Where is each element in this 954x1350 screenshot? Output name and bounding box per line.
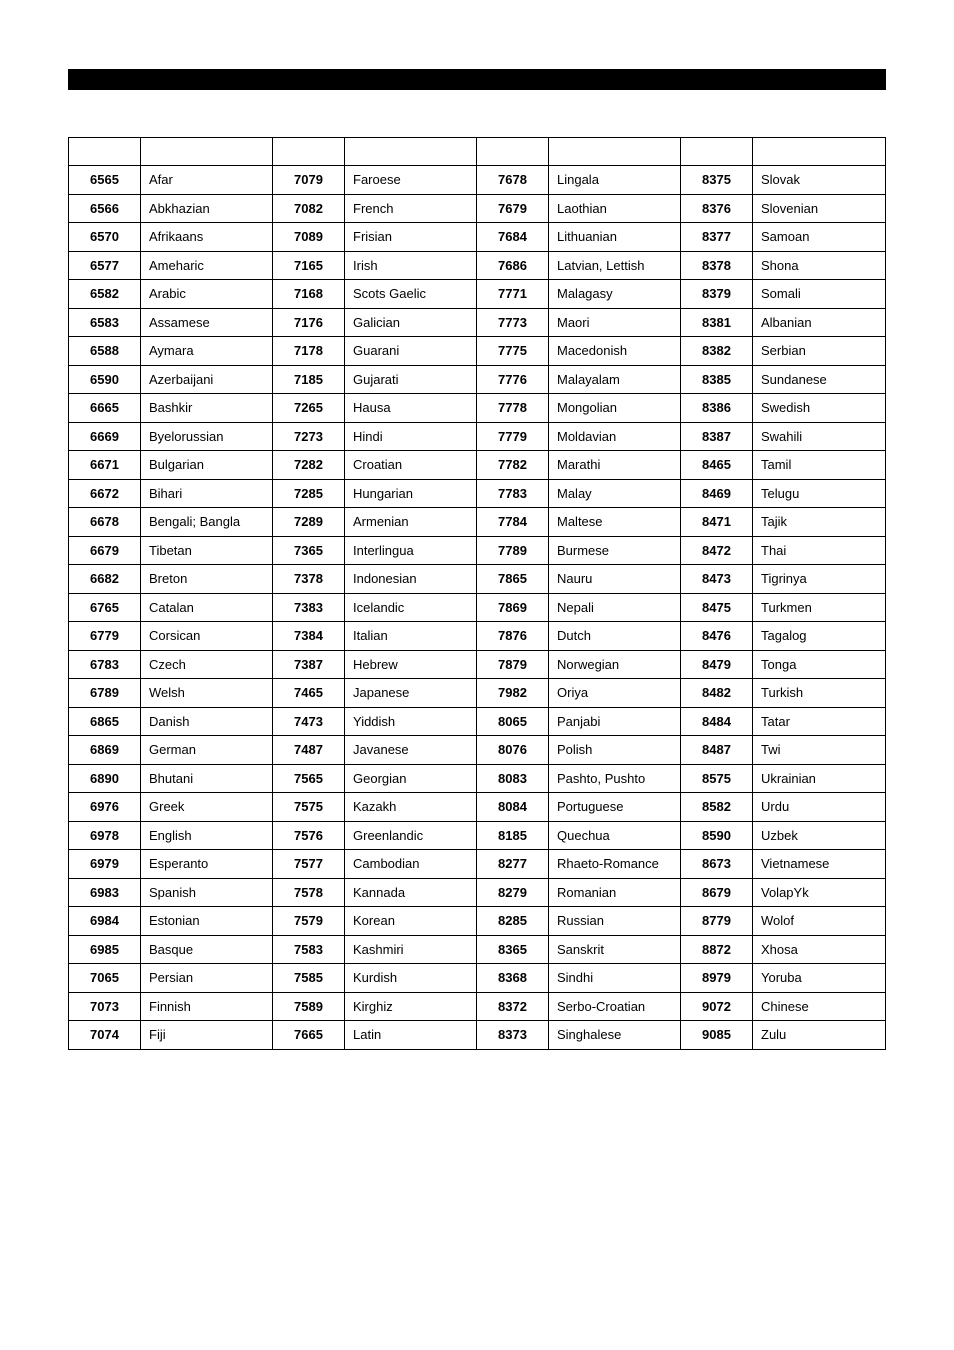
language-name-cell: Hebrew (345, 650, 477, 679)
language-code-cell: 7869 (477, 593, 549, 622)
language-name-cell: Norwegian (549, 650, 681, 679)
table-row (69, 935, 886, 964)
language-code-cell: 8387 (681, 422, 753, 451)
table-body (69, 138, 886, 1050)
language-name-cell: Pashto, Pushto (549, 764, 681, 793)
language-code-cell: 9085 (681, 1021, 753, 1050)
language-code-cell: 7285 (273, 479, 345, 508)
language-code-cell: 6979 (69, 850, 141, 879)
language-code-cell: 6665 (69, 394, 141, 423)
language-name-cell: Twi (753, 736, 886, 765)
language-code-cell: 7782 (477, 451, 549, 480)
language-code-cell: 7583 (273, 935, 345, 964)
language-code-cell: 7384 (273, 622, 345, 651)
language-code-cell: 6984 (69, 907, 141, 936)
language-code-cell: 7073 (69, 992, 141, 1021)
language-code-cell: 6978 (69, 821, 141, 850)
table-row (69, 707, 886, 736)
language-name-cell: Shona (753, 251, 886, 280)
language-name-cell: Telugu (753, 479, 886, 508)
language-name-cell: Indonesian (345, 565, 477, 594)
language-name-cell: Hindi (345, 422, 477, 451)
table-row (69, 736, 886, 765)
language-code-cell: 8472 (681, 536, 753, 565)
language-name-cell: Danish (141, 707, 273, 736)
language-name-cell: Burmese (549, 536, 681, 565)
table-row (69, 964, 886, 993)
table-row (69, 992, 886, 1021)
language-name-cell: Yoruba (753, 964, 886, 993)
language-code-cell: 8482 (681, 679, 753, 708)
language-name-cell: Afar (141, 166, 273, 195)
language-name-cell: Macedonish (549, 337, 681, 366)
language-name-cell: Guarani (345, 337, 477, 366)
language-code-cell: 7079 (273, 166, 345, 195)
language-name-cell: Swedish (753, 394, 886, 423)
language-code-cell: 8076 (477, 736, 549, 765)
language-code-cell: 8476 (681, 622, 753, 651)
language-name-cell: Frisian (345, 223, 477, 252)
language-code-cell: 7778 (477, 394, 549, 423)
language-name-cell: Rhaeto-Romance (549, 850, 681, 879)
language-code-cell: 6765 (69, 593, 141, 622)
language-code-cell: 8471 (681, 508, 753, 537)
language-name-cell: Mongolian (549, 394, 681, 423)
language-code-cell: 8083 (477, 764, 549, 793)
language-name-cell: Fiji (141, 1021, 273, 1050)
language-code-cell: 7678 (477, 166, 549, 195)
language-name-cell: Catalan (141, 593, 273, 622)
language-name-cell: Aymara (141, 337, 273, 366)
header-cell (549, 138, 681, 166)
language-name-cell: Lithuanian (549, 223, 681, 252)
language-code-cell: 6985 (69, 935, 141, 964)
language-name-cell: Esperanto (141, 850, 273, 879)
table-row (69, 280, 886, 309)
language-name-cell: Tigrinya (753, 565, 886, 594)
language-code-cell: 6671 (69, 451, 141, 480)
table-row (69, 1021, 886, 1050)
language-code-cell: 8376 (681, 194, 753, 223)
language-name-cell: Bashkir (141, 394, 273, 423)
language-code-cell: 6865 (69, 707, 141, 736)
language-name-cell: Thai (753, 536, 886, 565)
language-name-cell: Sanskrit (549, 935, 681, 964)
table-row (69, 223, 886, 252)
language-name-cell: Japanese (345, 679, 477, 708)
language-name-cell: Panjabi (549, 707, 681, 736)
table-row (69, 593, 886, 622)
language-name-cell: Breton (141, 565, 273, 594)
language-name-cell: Singhalese (549, 1021, 681, 1050)
language-code-cell: 8479 (681, 650, 753, 679)
language-name-cell: Javanese (345, 736, 477, 765)
language-code-cell: 7578 (273, 878, 345, 907)
language-code-table (68, 137, 886, 1050)
language-code-cell: 7783 (477, 479, 549, 508)
language-name-cell: Swahili (753, 422, 886, 451)
language-code-cell: 7579 (273, 907, 345, 936)
language-code-cell: 6983 (69, 878, 141, 907)
language-code-cell: 6682 (69, 565, 141, 594)
language-name-cell: Bhutani (141, 764, 273, 793)
language-code-cell: 7065 (69, 964, 141, 993)
language-code-cell: 7589 (273, 992, 345, 1021)
table-row (69, 508, 886, 537)
language-code-cell: 6565 (69, 166, 141, 195)
language-code-cell: 8582 (681, 793, 753, 822)
language-code-cell: 6779 (69, 622, 141, 651)
language-code-cell: 8382 (681, 337, 753, 366)
language-code-cell: 7665 (273, 1021, 345, 1050)
language-code-cell: 8372 (477, 992, 549, 1021)
language-name-cell: VolapYk (753, 878, 886, 907)
language-name-cell: Ameharic (141, 251, 273, 280)
language-code-cell: 6570 (69, 223, 141, 252)
language-code-cell: 7378 (273, 565, 345, 594)
language-name-cell: Scots Gaelic (345, 280, 477, 309)
language-name-cell: Tagalog (753, 622, 886, 651)
language-name-cell: Croatian (345, 451, 477, 480)
language-code-cell: 7686 (477, 251, 549, 280)
language-name-cell: Zulu (753, 1021, 886, 1050)
table-row (69, 166, 886, 195)
table-row (69, 650, 886, 679)
language-name-cell: Armenian (345, 508, 477, 537)
language-name-cell: Yiddish (345, 707, 477, 736)
language-name-cell: French (345, 194, 477, 223)
language-code-cell: 6783 (69, 650, 141, 679)
language-name-cell: Spanish (141, 878, 273, 907)
language-code-cell: 7185 (273, 365, 345, 394)
language-name-cell: Polish (549, 736, 681, 765)
table-row (69, 479, 886, 508)
language-name-cell: Malay (549, 479, 681, 508)
language-code-cell: 8487 (681, 736, 753, 765)
language-name-cell: Tonga (753, 650, 886, 679)
language-name-cell: Gujarati (345, 365, 477, 394)
language-name-cell: Icelandic (345, 593, 477, 622)
language-code-cell: 8673 (681, 850, 753, 879)
table-row (69, 536, 886, 565)
language-name-cell: German (141, 736, 273, 765)
language-name-cell: Kannada (345, 878, 477, 907)
language-code-cell: 6590 (69, 365, 141, 394)
language-name-cell: Hausa (345, 394, 477, 423)
language-code-cell: 8285 (477, 907, 549, 936)
language-name-cell: Serbian (753, 337, 886, 366)
header-cell (345, 138, 477, 166)
language-code-cell: 6976 (69, 793, 141, 822)
language-name-cell: Maori (549, 308, 681, 337)
language-code-cell: 7365 (273, 536, 345, 565)
language-code-cell: 7577 (273, 850, 345, 879)
language-code-cell: 7876 (477, 622, 549, 651)
table-row (69, 622, 886, 651)
language-name-cell: Samoan (753, 223, 886, 252)
header-cell (753, 138, 886, 166)
language-code-cell: 7565 (273, 764, 345, 793)
language-code-cell: 8590 (681, 821, 753, 850)
language-name-cell: Nepali (549, 593, 681, 622)
language-name-cell: Nauru (549, 565, 681, 594)
language-code-cell: 8475 (681, 593, 753, 622)
language-name-cell: Kirghiz (345, 992, 477, 1021)
language-name-cell: Vietnamese (753, 850, 886, 879)
language-code-cell: 8279 (477, 878, 549, 907)
table-row (69, 337, 886, 366)
language-name-cell: Faroese (345, 166, 477, 195)
language-name-cell: Arabic (141, 280, 273, 309)
language-code-cell: 8375 (681, 166, 753, 195)
language-code-cell: 8385 (681, 365, 753, 394)
language-code-cell: 7168 (273, 280, 345, 309)
language-code-cell: 7865 (477, 565, 549, 594)
language-name-cell: Moldavian (549, 422, 681, 451)
language-name-cell: Galician (345, 308, 477, 337)
language-code-cell: 7282 (273, 451, 345, 480)
language-code-cell: 7178 (273, 337, 345, 366)
language-code-cell: 8779 (681, 907, 753, 936)
language-name-cell: Assamese (141, 308, 273, 337)
header-cell (273, 138, 345, 166)
language-code-cell: 8277 (477, 850, 549, 879)
language-name-cell: Latvian, Lettish (549, 251, 681, 280)
language-code-cell: 8368 (477, 964, 549, 993)
language-code-cell: 8365 (477, 935, 549, 964)
language-name-cell: Laothian (549, 194, 681, 223)
language-name-cell: Oriya (549, 679, 681, 708)
language-code-cell: 7779 (477, 422, 549, 451)
language-name-cell: Russian (549, 907, 681, 936)
language-name-cell: Ukrainian (753, 764, 886, 793)
language-code-cell: 6789 (69, 679, 141, 708)
language-name-cell: Byelorussian (141, 422, 273, 451)
language-name-cell: Marathi (549, 451, 681, 480)
table-row (69, 907, 886, 936)
language-name-cell: Urdu (753, 793, 886, 822)
language-code-cell: 6577 (69, 251, 141, 280)
table-row (69, 308, 886, 337)
language-code-cell: 8872 (681, 935, 753, 964)
language-name-cell: Abkhazian (141, 194, 273, 223)
language-code-cell: 7465 (273, 679, 345, 708)
language-code-cell: 7273 (273, 422, 345, 451)
language-code-cell: 9072 (681, 992, 753, 1021)
language-name-cell: Kazakh (345, 793, 477, 822)
language-name-cell: Irish (345, 251, 477, 280)
language-name-cell: Chinese (753, 992, 886, 1021)
language-name-cell: Tajik (753, 508, 886, 537)
language-code-cell: 7176 (273, 308, 345, 337)
language-code-cell: 6588 (69, 337, 141, 366)
language-name-cell: Welsh (141, 679, 273, 708)
language-code-cell: 6890 (69, 764, 141, 793)
language-name-cell: Turkmen (753, 593, 886, 622)
language-name-cell: Interlingua (345, 536, 477, 565)
table-row (69, 793, 886, 822)
language-name-cell: Sundanese (753, 365, 886, 394)
language-name-cell: Dutch (549, 622, 681, 651)
header-cell (69, 138, 141, 166)
language-code-cell: 8469 (681, 479, 753, 508)
header-cell (681, 138, 753, 166)
language-name-cell: Latin (345, 1021, 477, 1050)
language-name-cell: Wolof (753, 907, 886, 936)
language-code-cell: 6583 (69, 308, 141, 337)
language-code-cell: 7074 (69, 1021, 141, 1050)
language-name-cell: Italian (345, 622, 477, 651)
table-row (69, 821, 886, 850)
language-code-cell: 6869 (69, 736, 141, 765)
language-code-cell: 7487 (273, 736, 345, 765)
language-code-cell: 7576 (273, 821, 345, 850)
language-name-cell: Sindhi (549, 964, 681, 993)
language-name-cell: Corsican (141, 622, 273, 651)
table-row (69, 850, 886, 879)
language-code-cell: 8373 (477, 1021, 549, 1050)
language-code-cell: 7383 (273, 593, 345, 622)
language-name-cell: Persian (141, 964, 273, 993)
language-name-cell: Slovak (753, 166, 886, 195)
language-name-cell: English (141, 821, 273, 850)
table-row (69, 764, 886, 793)
language-code-cell: 7585 (273, 964, 345, 993)
title-bar (68, 69, 886, 90)
table-row (69, 251, 886, 280)
language-code-cell: 7789 (477, 536, 549, 565)
language-code-cell: 6669 (69, 422, 141, 451)
language-code-cell: 7165 (273, 251, 345, 280)
language-code-cell: 8484 (681, 707, 753, 736)
language-name-cell: Greek (141, 793, 273, 822)
language-code-cell: 6679 (69, 536, 141, 565)
language-code-cell: 7575 (273, 793, 345, 822)
language-name-cell: Afrikaans (141, 223, 273, 252)
table-row (69, 365, 886, 394)
language-name-cell: Lingala (549, 166, 681, 195)
language-code-cell: 8465 (681, 451, 753, 480)
language-code-cell: 7982 (477, 679, 549, 708)
language-name-cell: Slovenian (753, 194, 886, 223)
language-name-cell: Turkish (753, 679, 886, 708)
language-code-cell: 6566 (69, 194, 141, 223)
language-code-cell: 8185 (477, 821, 549, 850)
language-name-cell: Basque (141, 935, 273, 964)
language-code-cell: 7784 (477, 508, 549, 537)
language-code-cell: 8377 (681, 223, 753, 252)
language-code-cell: 8378 (681, 251, 753, 280)
language-name-cell: Czech (141, 650, 273, 679)
language-code-cell: 7773 (477, 308, 549, 337)
language-code-cell: 8473 (681, 565, 753, 594)
language-code-cell: 7387 (273, 650, 345, 679)
language-code-cell: 7684 (477, 223, 549, 252)
language-name-cell: Malayalam (549, 365, 681, 394)
language-code-cell: 7879 (477, 650, 549, 679)
language-name-cell: Greenlandic (345, 821, 477, 850)
language-code-cell: 8381 (681, 308, 753, 337)
language-name-cell: Tamil (753, 451, 886, 480)
table-row (69, 679, 886, 708)
language-code-cell: 7775 (477, 337, 549, 366)
table-row (69, 565, 886, 594)
language-name-cell: Romanian (549, 878, 681, 907)
header-cell (477, 138, 549, 166)
language-name-cell: Bihari (141, 479, 273, 508)
language-code-cell: 6678 (69, 508, 141, 537)
table-row (69, 451, 886, 480)
table-row (69, 878, 886, 907)
language-code-cell: 7082 (273, 194, 345, 223)
language-name-cell: Cambodian (345, 850, 477, 879)
language-name-cell: Finnish (141, 992, 273, 1021)
language-name-cell: Korean (345, 907, 477, 936)
language-name-cell: Quechua (549, 821, 681, 850)
language-name-cell: Xhosa (753, 935, 886, 964)
table-header-row (69, 138, 886, 166)
language-name-cell: Hungarian (345, 479, 477, 508)
language-code-cell: 6672 (69, 479, 141, 508)
language-code-cell: 8679 (681, 878, 753, 907)
language-name-cell: Malagasy (549, 280, 681, 309)
language-name-cell: Kashmiri (345, 935, 477, 964)
language-name-cell: Bengali; Bangla (141, 508, 273, 537)
language-name-cell: Tatar (753, 707, 886, 736)
language-name-cell: Estonian (141, 907, 273, 936)
language-code-cell: 8379 (681, 280, 753, 309)
language-name-cell: Kurdish (345, 964, 477, 993)
language-code-cell: 6582 (69, 280, 141, 309)
language-code-cell: 8979 (681, 964, 753, 993)
language-name-cell: Tibetan (141, 536, 273, 565)
language-code-cell: 8065 (477, 707, 549, 736)
language-code-cell: 7771 (477, 280, 549, 309)
language-code-cell: 7089 (273, 223, 345, 252)
language-code-cell: 7289 (273, 508, 345, 537)
language-code-cell: 8084 (477, 793, 549, 822)
language-name-cell: Bulgarian (141, 451, 273, 480)
language-name-cell: Portuguese (549, 793, 681, 822)
language-name-cell: Georgian (345, 764, 477, 793)
table-row (69, 394, 886, 423)
language-name-cell: Uzbek (753, 821, 886, 850)
language-code-cell: 7679 (477, 194, 549, 223)
language-name-cell: Serbo-Croatian (549, 992, 681, 1021)
table-row (69, 422, 886, 451)
language-name-cell: Azerbaijani (141, 365, 273, 394)
header-cell (141, 138, 273, 166)
language-code-cell: 7265 (273, 394, 345, 423)
language-code-cell: 7473 (273, 707, 345, 736)
language-name-cell: Somali (753, 280, 886, 309)
language-code-cell: 8575 (681, 764, 753, 793)
language-code-cell: 7776 (477, 365, 549, 394)
language-name-cell: Albanian (753, 308, 886, 337)
language-code-cell: 8386 (681, 394, 753, 423)
table-row (69, 194, 886, 223)
language-name-cell: Maltese (549, 508, 681, 537)
